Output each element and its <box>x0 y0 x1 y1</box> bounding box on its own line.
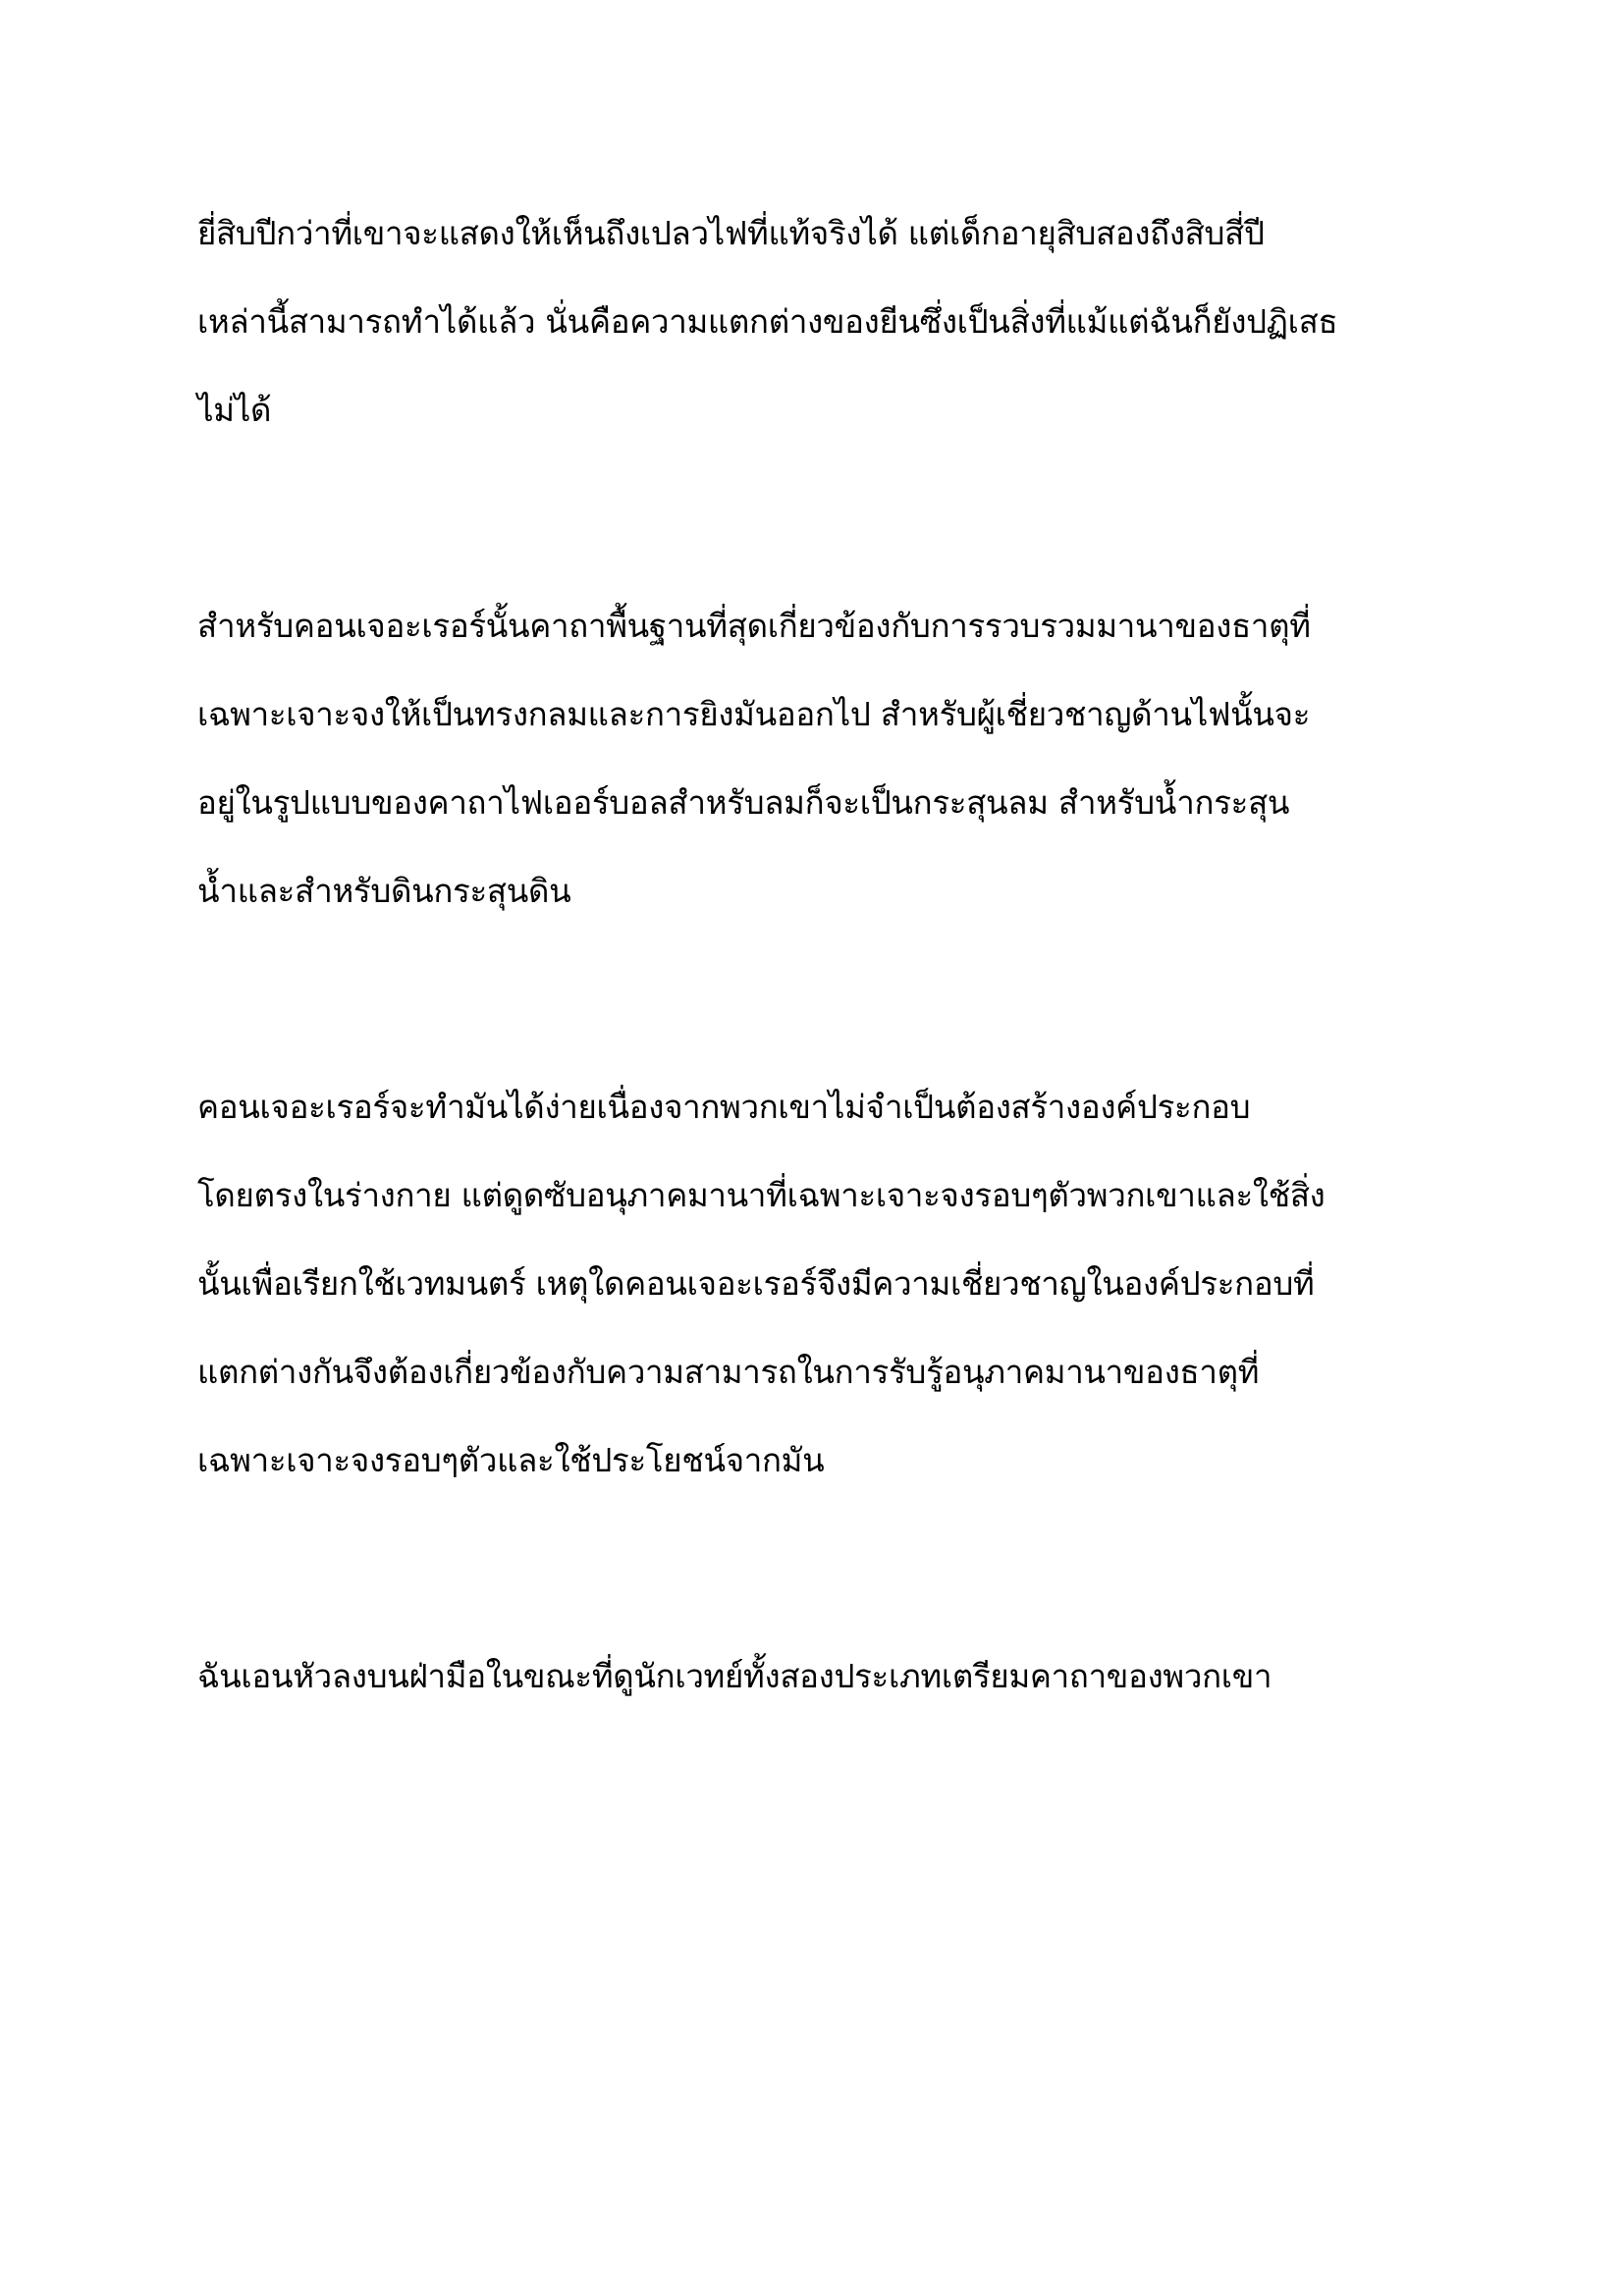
text-line: สำหรับคอนเจอะเรอร์นั้นคาถาพื้นฐานที่สุดเกี่ยวข้องกับการรวบรวมมานาของธาตุที่ <box>197 607 1311 645</box>
text-line: นั้นเพื่อเรียกใช้เวทมนตร์ เหตุใดคอนเจอะเรอร์จึงมีความเชี่ยวชาญในองค์ประกอบที่ <box>197 1264 1315 1303</box>
text-line: โดยตรงในร่างกาย แต่ดูดซับอนุภาคมานาที่เฉพาะเจาะจงรอบๆตัวพวกเขาและใช้สิ่ง <box>197 1176 1326 1214</box>
text-line: เฉพาะเจาะจงให้เป็นทรงกลมและการยิงมันออกไป สำหรับผู้เชี่ยวชาญด้านไฟนั้นจะ <box>197 695 1311 733</box>
text-line: น้ำและสำหรับดินกระสุนดิน <box>197 872 571 910</box>
text-line: เฉพาะเจาะจงรอบๆตัวและใช้ประโยชน์จากมัน <box>197 1441 825 1479</box>
text-line: คอนเจอะเรอร์จะทำมันได้ง่ายเนื่องจากพวกเขาไม่จำเป็นต้องสร้างองค์ประกอบ <box>197 1088 1251 1126</box>
text-line: ฉันเอนหัวลงบนฝ่ามือในขณะที่ดูนักเวทย์ทั้งสองประเภทเตรียมคาถาของพวกเขา <box>197 1657 1272 1695</box>
text-line: ไม่ได้ <box>197 391 272 429</box>
text-line: เหล่านี้สามารถทำได้แล้ว นั่นคือความแตกต่างของยีนซึ่งเป็นสิ่งที่แม้แต่ฉันก็ยังปฏิเสธ <box>197 302 1338 341</box>
text-line: ยี่สิบปีกว่าที่เขาจะแสดงให้เห็นถึงเปลวไฟที่แท้จริงได้ แต่เด็กอายุสิบสองถึงสิบสี่ปี <box>197 214 1265 252</box>
text-line: แตกต่างกันจึงต้องเกี่ยวข้องกับความสามารถในการรับรู้อนุภาคมานาของธาตุที่ <box>197 1353 1260 1391</box>
text-line: อยู่ในรูปแบบของคาถาไฟเออร์บอลสำหรับลมก็จะเป็นกระสุนลม สำหรับน้ำกระสุน <box>197 783 1290 822</box>
